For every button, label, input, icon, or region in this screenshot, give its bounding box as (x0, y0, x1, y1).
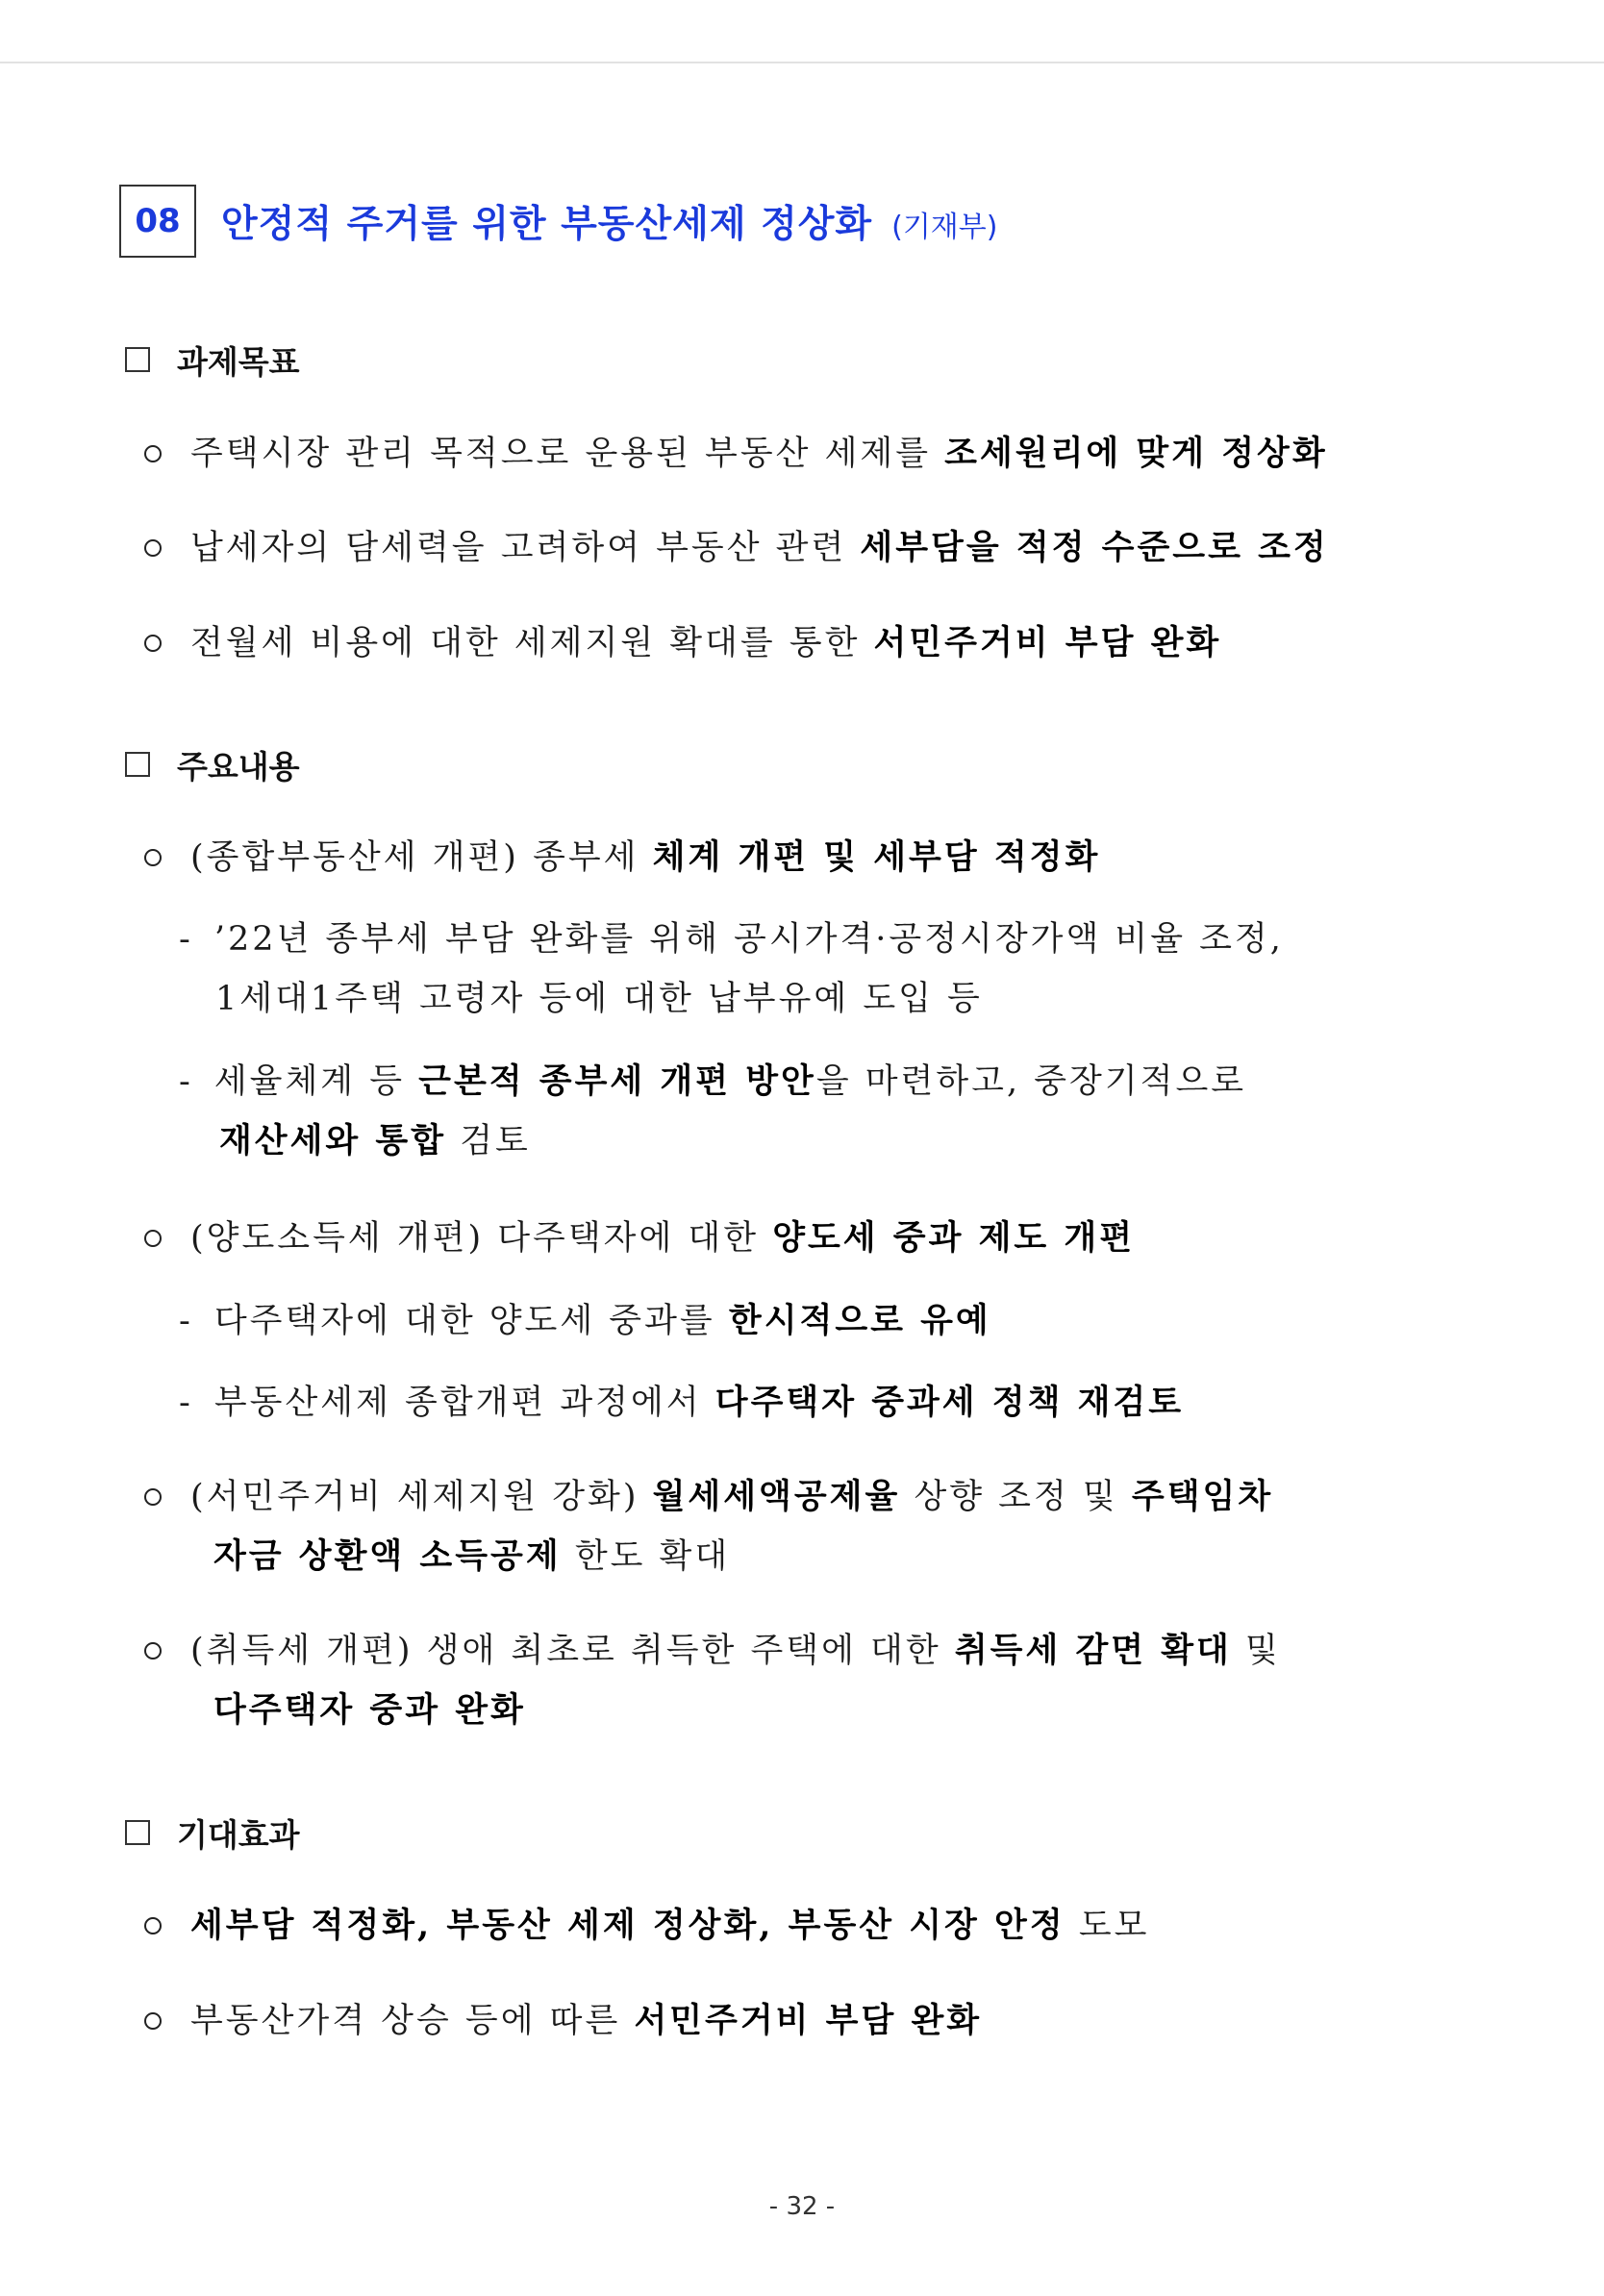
top-divider (0, 62, 1604, 63)
circle-bullet-icon (144, 1642, 162, 1660)
circle-bullet-icon (144, 1917, 162, 1934)
content-item-2: (양도소득세 개편) 다주택자에 대한 양도세 중과 제도 개편 (144, 1209, 1135, 1268)
contents-heading: 주요내용 (125, 742, 300, 786)
content-sub-2-2: - 부동산세제 종합개편 과정에서 다주택자 중과세 정책 재검토 (179, 1383, 1185, 1422)
circle-bullet-icon (144, 445, 162, 462)
content-item-1: (종합부동산세 개편) 종부세 체계 개편 및 세부담 적정화 (144, 828, 1100, 887)
circle-bullet-icon (144, 1230, 162, 1247)
circle-bullet-icon (144, 635, 162, 652)
circle-bullet-icon (144, 539, 162, 557)
section-title (119, 184, 997, 259)
content-sub-1-2-cont: 재산세와 통합 검토 (219, 1121, 531, 1160)
ministry-tag: (기재부) (891, 211, 998, 244)
section-number: 08 (119, 185, 196, 258)
circle-bullet-icon (144, 849, 162, 866)
content-item-4-cont: 다주택자 중과 완화 (213, 1690, 526, 1730)
circle-bullet-icon (144, 2012, 162, 2030)
goals-heading: 과제목표 (125, 337, 300, 382)
goal-item-2: 납세자의 담세력을 고려하여 부동산 관련 세부담을 적정 수준으로 조정 (144, 518, 1329, 578)
content-sub-1-1-cont: 1세대1주택 고령자 등에 대한 납부유예 도입 등 (215, 980, 983, 1018)
content-item-3-cont: 자금 상환액 소득공제 한도 확대 (213, 1536, 731, 1576)
content-item-3: (서민주거비 세제지원 강화) 월세세액공제율 상향 조정 및 주택임차 (144, 1467, 1273, 1527)
square-bullet-icon (125, 347, 150, 372)
content-sub-1-1: - ’22년 종부세 부담 완화를 위해 공시가격·공정시장가액 비율 조정, (179, 920, 1284, 959)
content-sub-1-2: - 세율체계 등 근본적 종부세 개편 방안을 마련하고, 중장기적으로 (179, 1061, 1247, 1101)
square-bullet-icon (125, 752, 150, 777)
square-bullet-icon (125, 1820, 150, 1845)
circle-bullet-icon (144, 1488, 162, 1506)
effect-item-2: 부동산가격 상승 등에 따른 서민주거비 부담 완화 (144, 1991, 982, 2051)
content-sub-2-1: - 다주택자에 대한 양도세 중과를 한시적으로 유예 (179, 1301, 991, 1340)
goal-item-1: 주택시장 관리 목적으로 운용된 부동산 세제를 조세원리에 맞게 정상화 (144, 424, 1328, 484)
content-item-4: (취득세 개편) 생애 최초로 취득한 주택에 대한 취득세 감면 확대 및 (144, 1621, 1281, 1681)
effects-heading: 기대효과 (125, 1810, 300, 1855)
page-number: - 32 - (768, 2192, 836, 2221)
goal-item-3: 전월세 비용에 대한 세제지원 확대를 통한 서민주거비 부담 완화 (144, 613, 1221, 673)
page-title: 안정적 주거를 위한 부동산세제 정상화 (221, 203, 873, 246)
effect-item-1: 세부담 적정화, 부동산 세제 정상화, 부동산 시장 안정 도모 (144, 1896, 1149, 1956)
